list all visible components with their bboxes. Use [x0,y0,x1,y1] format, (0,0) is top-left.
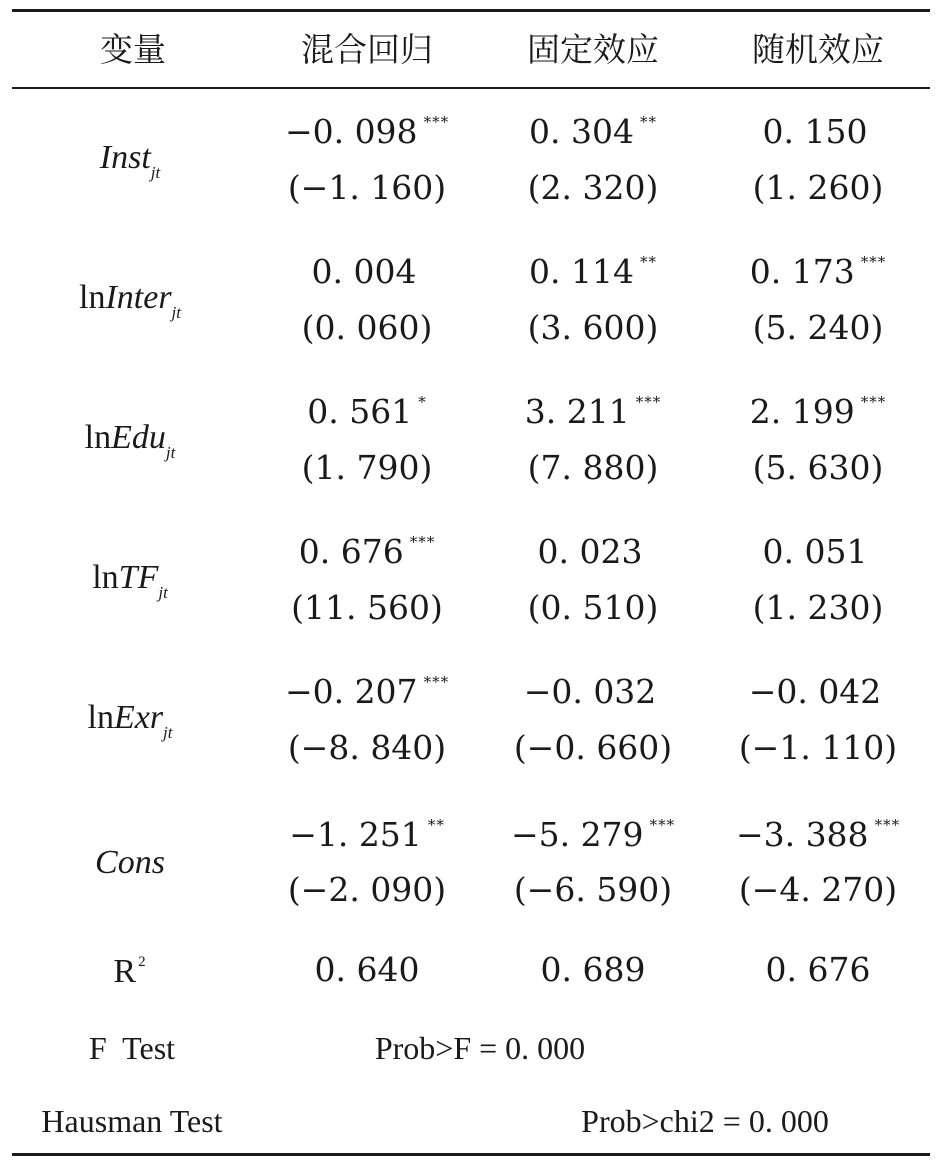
r-squared-fixed: 0. 689 [540,950,646,989]
header-pooled-regression: 混合回归 [301,30,433,69]
top-rule [12,9,930,12]
header-rule [12,87,930,89]
tstat-fixed: (3. 600) [527,308,659,347]
tstat-pooled: (−1. 160) [287,168,447,207]
tstat-random: (−1. 110) [738,728,898,767]
header-random-effects: 随机效应 [752,30,884,69]
tstat-pooled: (−8. 840) [287,728,447,767]
coef-fixed: 0. 023 [537,532,643,571]
tstat-random: (1. 260) [752,168,884,207]
tstat-fixed: (−6. 590) [513,870,673,909]
coef-pooled: 0. 004 [311,252,417,291]
variable-label: lnEdu$_{jt}$ [84,419,176,462]
tstat-random: (5. 630) [752,448,884,487]
coef-pooled: 0. 676 *** [298,532,436,571]
f-test-value: Prob>F = 0. 000 [374,1030,586,1066]
variable-label: lnExr$_{jt}$ [87,699,173,742]
coef-pooled: 0. 561 * [307,392,427,431]
hausman-test-label: Hausman Test [41,1103,223,1139]
variable-label: lnInter$_{jt}$ [79,279,181,322]
f-test-label: F Test [88,1030,176,1066]
tstat-pooled: (−2. 090) [287,870,447,909]
tstat-random: (1. 230) [752,588,884,627]
r-squared-label: R $^2$ [113,953,147,990]
variable-label: lnTF$_{jt}$ [92,559,168,602]
r-squared-random: 0. 676 [765,950,871,989]
coef-pooled: −1. 251 ** [289,815,445,854]
variable-label: Inst$_{jt}$ [99,139,161,182]
header-variable: 变量 [100,30,166,69]
r-squared-pooled: 0. 640 [314,950,420,989]
coef-fixed: 3. 211 *** [524,392,662,431]
variable-label: Cons [95,844,165,881]
coef-random: 0. 150 [762,112,868,151]
coef-fixed: 0. 114 ** [529,252,657,291]
coef-pooled: −0. 098 *** [284,112,450,151]
tstat-random: (5. 240) [752,308,884,347]
coef-random: −0. 042 [748,672,882,711]
coef-random: 0. 051 [762,532,868,571]
tstat-pooled: (0. 060) [301,308,433,347]
header-fixed-effects: 固定效应 [527,30,659,69]
bottom-rule [12,1153,930,1156]
coef-fixed: −0. 032 [523,672,657,711]
tstat-pooled: (11. 560) [291,588,443,627]
tstat-fixed: (7. 880) [527,448,659,487]
tstat-random: (−4. 270) [738,870,898,909]
tstat-fixed: (2. 320) [527,168,659,207]
hausman-test-value: Prob>chi2 = 0. 000 [581,1103,829,1139]
tstat-pooled: (1. 790) [301,448,433,487]
coef-random: −3. 388 *** [735,815,901,854]
coef-pooled: −0. 207 *** [284,672,450,711]
coef-random: 2. 199 *** [749,392,887,431]
coef-fixed: 0. 304 ** [529,112,657,151]
tstat-fixed: (−0. 660) [513,728,673,767]
coef-random: 0. 173 *** [749,252,887,291]
coef-fixed: −5. 279 *** [510,815,676,854]
tstat-fixed: (0. 510) [527,588,659,627]
